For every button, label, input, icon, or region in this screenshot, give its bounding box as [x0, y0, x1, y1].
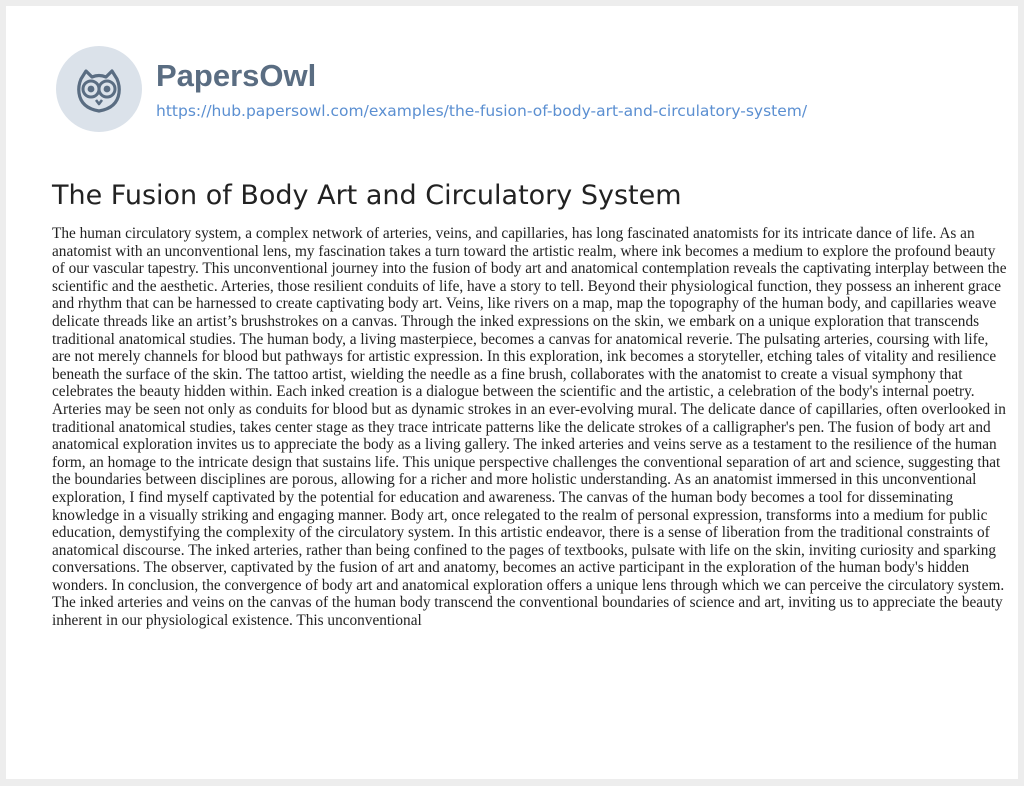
article-body: The human circulatory system, a complex network of arteries, veins, and capillaries, has long fascinated anatomists for its intricate dance of life. As an anatomist with an unconventional lens, my fascination takes a turn toward the artistic realm, where ink becomes a medium to explore the profound beauty of our vascular tapestry. This unconventional journey into the fusion of body art and anatomical contemplation reveals the captivating interplay between the scientific and the aesthetic. Arteries, those resilient conduits of life, have a story to tell. Beyond their physiological function, they possess an inherent grace and rhythm that can be harnessed to create captivating body art. Veins, like rivers on a map, map the topography of the human body, and capillaries weave delicate threads like an artist’s brushstrokes on a canvas. Through the inked expressions on the skin, we embark on a unique exploration that transcends traditional anatomical studies. The human body, a living masterpiece, becomes a canvas for anatomical reverie. The pulsating arteries, coursing with life, are not merely channels for blood but pathways for artistic expression. In this exploration, ink becomes a storyteller, etching tales of vitality and resilience beneath the surface of the skin. The tattoo artist, wielding the needle as a fine brush, collaborates with the anatomist to create a visual symphony that celebrates the beauty hidden within. Each inked creation is a dialogue between the scientific and the artistic, a celebration of the body's internal poetry. Arteries may be seen not only as conduits for blood but as dynamic strokes in an ever-evolving mural. The delicate dance of capillaries, often overlooked in traditional anatomical studies, takes center stage as they trace intricate patterns like the delicate strokes of a calligrapher's pen. The fusion of body art and anatomical exploration invites us to appreciate the body as a living gallery. The inked arteries and veins serve as a testament to the resilience of the human form, an homage to the intricate design that sustains life. This unique perspective challenges the conventional separation of art and science, suggesting that the boundaries between disciplines are porous, allowing for a richer and more holistic understanding. As an anatomist immersed in this unconventional exploration, I find myself captivated by the potential for education and awareness. The canvas of the human body becomes a tool for disseminating knowledge in a visually striking and engaging manner. Body art, once relegated to the realm of personal expression, transforms into a medium for public education, demystifying the complexity of the circulatory system. In this artistic endeavor, there is a sense of liberation from the traditional constraints of anatomical discourse. The inked arteries, rather than being confined to the pages of textbooks, pulsate with life on the skin, inviting curiosity and sparking conversations. The observer, captivated by the fusion of art and anatomy, becomes an active participant in the exploration of the human body's hidden wonders. In conclusion, the convergence of body art and anatomical exploration offers a unique lens through which we can perceive the circulatory system. The inked arteries and veins on the canvas of the human body transcend the conventional boundaries of science and art, inviting us to appreciate the beauty inherent in our physiological existence. This unconventional [52, 225, 1007, 630]
brand-block [156, 58, 807, 120]
document-page [6, 6, 1018, 779]
source-url-link[interactable]: https://hub.papersowl.com/examples/the-fusion-of-body-art-and-circulatory-system/ [156, 102, 808, 120]
brand-name: PapersOwl [156, 58, 317, 93]
owl-icon [56, 46, 142, 132]
header [56, 46, 807, 132]
article-title: The Fusion of Body Art and Circulatory System [52, 180, 682, 211]
